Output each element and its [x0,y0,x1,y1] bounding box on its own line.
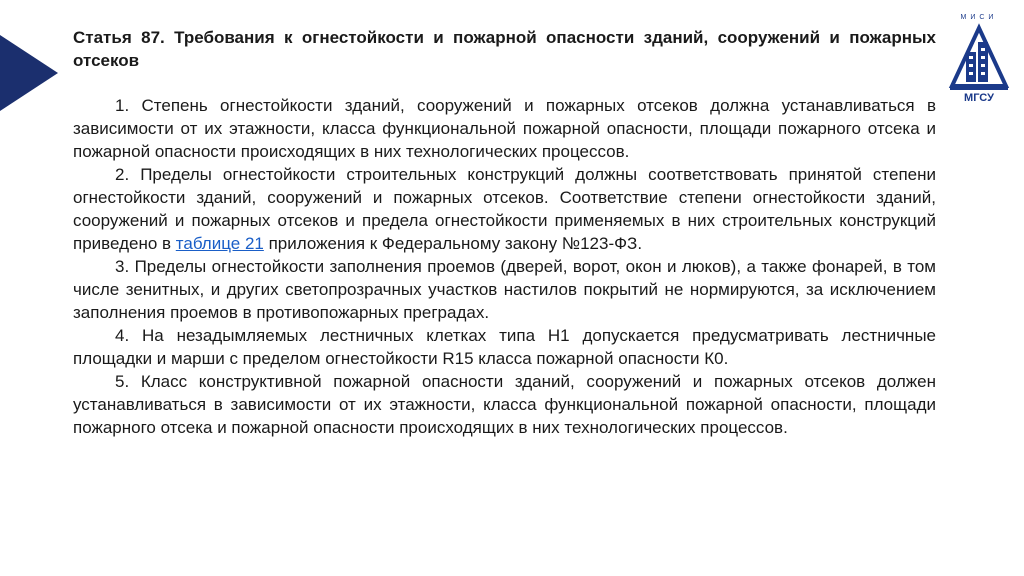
university-logo [946,14,1012,104]
paragraph-2 [73,163,936,255]
slide-marker-arrow [0,35,58,111]
paragraph-2-text-start: 2. Пределы огнестойкости строительных конструкций должны соответствовать принятой степени огнестойкости зданий, сооружений и пожарных отсеков. Соответствие степени огнестойкости зданий, сооружений и пожарных отсеков и предела огнестойкости применяемых в них строительных конструкций приведено в [73,165,936,253]
paragraph-4: 4. На незадымляемых лестничных клетках типа Н1 допускается предусматривать лестничные площадки и марши с пределом огнестойкости R15 класса пожарной опасности К0. [73,326,936,368]
table-21-link[interactable]: таблице 21 [175,234,264,253]
paragraph-1: 1. Степень огнестойкости зданий, сооружений и пожарных отсеков должна устанавливаться в зависимости от их этажности, класса функциональной пожарной опасности, площади пожарного отсека и пожарной опасности происходящих в них технологических процессов. [73,96,936,161]
article-title: Статья 87. Требования к огнестойкости и пожарной опасности зданий, сооружений и пожарных отсеков [73,28,936,70]
logo-bottom-text: МГСУ [964,92,994,104]
paragraph-5: 5. Класс конструктивной пожарной опасности зданий, сооружений и пожарных отсеков должен устанавливаться в зависимости от их этажности, класса функциональной пожарной опасности, площади пожарного отсека и пожарной опасности происходящих в них технологических процессов. [73,372,936,437]
article-content [73,26,936,439]
logo-top-text: МИСИ [960,14,998,21]
paragraph-3: 3. Пределы огнестойкости заполнения проемов (дверей, ворот, окон и люков), а также фонарей, в том числе зенитных, и других светопрозрачных участков настилов покрытий не нормируются, за исключением заполнения проемов в противопожарных преградах. [73,257,936,322]
paragraph-2-text-end: приложения к Федеральному закону №123-ФЗ. [263,234,643,253]
building-icon [946,14,1012,104]
